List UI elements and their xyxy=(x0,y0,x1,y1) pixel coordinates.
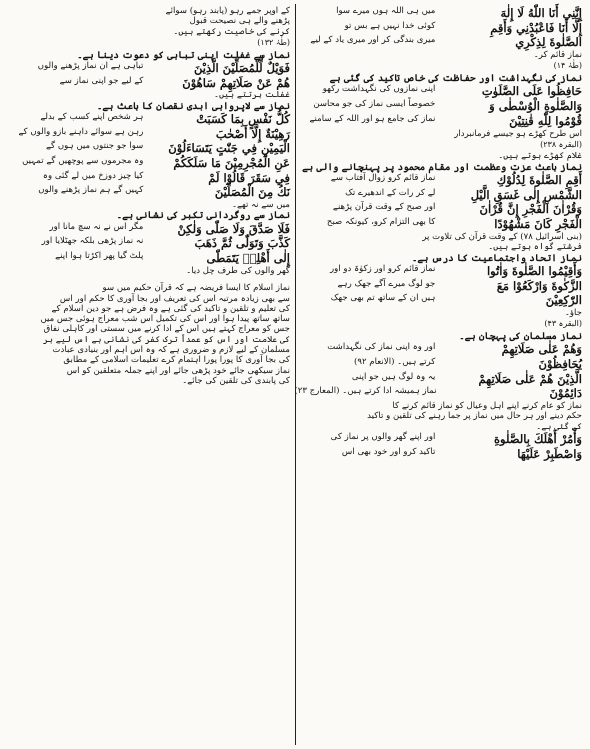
verse-row xyxy=(8,185,290,200)
arabic-verse: الشَّمْسِ إِلٰى غَسَقِ الَّيْلِ xyxy=(470,187,582,202)
urdu-translation: یہ وہ لوگ ہیں جو اپنی xyxy=(351,371,436,382)
urdu-translation: کرتے ہیں۔ (الانعام ۹۲) xyxy=(353,356,436,367)
body-text-line: (بنی اسرائیل ۷۸) کے وقت قرآن کی تلاوت پر xyxy=(422,231,582,242)
arabic-verse: وَالصَّلٰوةِ الْوُسْطٰى وَ xyxy=(489,99,582,114)
arabic-verse: عَنِ الْمُجْرِمِيْنَ مَا سَلَكَكُمْ xyxy=(173,156,290,170)
urdu-translation: اپنی نمازوں کی نگہداشت رکھو xyxy=(322,84,436,95)
arabic-verse: يُحَافِظُوْنَ xyxy=(538,356,582,371)
body-text-line: ساتھ ساتھ پیدا ہوا اور اس کی تکمیل اس شب معراج ہوئی جس میں xyxy=(40,314,290,325)
arabic-verse: حَافِظُوا عَلَى الصَّلَوٰتِ xyxy=(481,84,582,99)
arabic-verse: الَّذِيْنَ هُمْ عَلٰى صَلَاتِهِمْ xyxy=(478,371,582,386)
verse-row xyxy=(300,99,582,114)
arabic-verse: وَهُمْ عَلٰى صَلَاتِهِمْ xyxy=(501,342,582,357)
verse-row xyxy=(300,114,582,129)
verse-row xyxy=(8,222,290,237)
verse-row xyxy=(300,447,582,462)
urdu-translation: تاکید کرو اور خود بھی اس xyxy=(341,446,436,457)
verse-row xyxy=(300,264,582,279)
column-divider xyxy=(295,4,296,745)
arabic-verse: الزَّكٰوةَ وَارْكَعُوْا مَعَ xyxy=(496,278,582,293)
urdu-translation: میری بندگی کر اور میری یاد کے لیے xyxy=(310,35,436,46)
body-text-line: کے اوپر جمے رہو (پابند رہو) سوائے xyxy=(165,6,290,16)
section-heading: نماز سے لاپرواہی ابدی نقصان کا باعث ہے۔ xyxy=(96,100,290,112)
section-heading: نماز سے غفلت اپنی تباہی کو دعوت دینا ہے۔ xyxy=(77,49,290,61)
section-heading: نماز کی نگہداشت اور حفاظت کی خاص تاکید کی گئی ہے xyxy=(329,73,582,85)
section-heading: نماز اتحاد واجتماعیت کا درس ہے۔ xyxy=(411,252,582,264)
verse-row xyxy=(300,372,582,387)
urdu-translation: وہ مجرموں سے پوچھیں گے تمہیں xyxy=(22,156,144,166)
section-heading: نماز مسلمان کی پہچان ہے۔ xyxy=(459,330,582,342)
body-text-line: سے بھی زیادہ مرتبہ اس کی تعریف اور بجا آوری کا حکم اور اس xyxy=(59,293,290,304)
body-text-line: غفلت برتتے ہیں۔ xyxy=(214,90,290,101)
verse-row xyxy=(8,127,290,142)
verse-row xyxy=(300,279,582,294)
body-text-line: غلام کھڑے ہوتے ہیں۔ xyxy=(498,151,582,162)
verse-reference: (البقرہ ۴۳) xyxy=(544,319,582,329)
body-text-line: فرشتے گواہ ہوتے ہیں۔ xyxy=(488,242,582,253)
arabic-verse: فَوَيْلٌ لِّلْمُصَلِّيْنَ الَّذِيْنَ xyxy=(193,60,290,75)
urdu-translation: اور صبح کے وقت قرآن پڑھنے xyxy=(332,202,436,213)
verse-row xyxy=(8,112,290,127)
urdu-translation: کیا چیز دوزخ میں لے گئی وہ xyxy=(42,170,144,181)
urdu-translation: اور اپنے گھر والوں پر نماز کی xyxy=(330,431,436,442)
urdu-translation: میں ہی اللہ ہوں میرے سوا xyxy=(336,6,436,16)
body-text-line: نماز اسلام کا ایسا فریضہ ہے کہ قرآن حکیم میں سو xyxy=(102,283,290,294)
arabic-verse: وَأَقِيْمُوا الصَّلٰوةَ وَاٰتُوا xyxy=(486,263,582,278)
arabic-verse: فَلَا صَدَّقَ وَلَا صَلّٰى وَلٰكِنْ xyxy=(177,221,290,236)
urdu-translation: ہیں ان کے ساتھ تم بھی جھک xyxy=(330,293,436,304)
urdu-translation: پلٹ گیا پھر اکڑتا ہوا اپنے xyxy=(55,251,144,262)
verse-row xyxy=(300,293,582,308)
body-text-line: کی بجا آوری کا پورا پورا اہتمام کرے تعلیمات اسلامی کے مطابق xyxy=(63,355,290,366)
urdu-translation: کے لیے جو اپنی نماز سے xyxy=(59,75,144,86)
verse-row xyxy=(8,76,290,91)
arabic-verse: إِلَّا أَنَا فَاعْبُدْنِي وَأَقِمِ xyxy=(490,20,582,35)
verse-row xyxy=(300,217,582,232)
arabic-verse: رَهِيْنَةٌ إِلَّا أَصْحٰبَ xyxy=(215,126,290,141)
section-heading: نماز باعث عزت وعظمت اور مقام محمود پر پہنچانے والی ہے xyxy=(302,161,582,173)
verse-row xyxy=(300,21,582,36)
urdu-translation: سوا جو جنتوں میں ہوں گے xyxy=(46,141,144,152)
verse-row xyxy=(300,35,582,50)
verse-row xyxy=(300,173,582,188)
arabic-verse: فِي سَقَرَ قَالُوْا لَمْ xyxy=(208,170,290,185)
urdu-translation: رہن ہے سوائے داہنے بازو والوں کے xyxy=(18,126,144,137)
body-text-line: نماز کو عام کرنے اپنے اہل وعیال کو نماز قائم کرنے کا xyxy=(392,401,582,411)
left-column xyxy=(8,6,290,743)
arabic-verse: الْيَمِيْنِ فِي جَنّٰتٍ يَتَسَاءَلُوْنَ xyxy=(168,141,290,156)
verse-row xyxy=(8,171,290,186)
body-text-line: نماز سیکھی جائے خود پڑھی جائے اور اپنے جملہ متعلقین کو اس xyxy=(66,365,290,376)
body-text-line: اس طرح کھڑے ہو جیسے فرمانبردار xyxy=(454,128,582,139)
body-text-line: گھر والوں کی طرف چل دیا۔ xyxy=(186,265,290,276)
body-text-line: جس کو معراج کہتے ہیں اس کے ادا کرنے میں سستی اور کاہلی نفاق xyxy=(43,324,290,335)
urdu-translation: جو لوگ میرے آگے جھک رہے xyxy=(337,278,436,289)
body-text-line: جاؤ۔ xyxy=(564,307,582,318)
urdu-translation: کہیں گے ہم نماز پڑھنے والوں xyxy=(38,185,144,196)
arabic-verse: الرّٰكِعِيْنَ xyxy=(545,293,582,308)
arabic-verse: الصَّلٰوةَ لِذِكْرِي xyxy=(515,35,582,50)
arabic-verse: كُلُّ نَفْسٍ بِمَا كَسَبَتْ xyxy=(196,111,290,126)
urdu-translation: نماز قائم کرو زوال آفتاب سے xyxy=(330,173,436,183)
body-text-line: کی علامت اور اس کو عمداً ترک کفر کی نشانی ہے اس لیے ہر xyxy=(43,334,290,345)
verse-row xyxy=(300,6,582,21)
verse-row xyxy=(300,342,582,357)
verse-row xyxy=(8,61,290,76)
verse-row xyxy=(300,188,582,203)
verse-row xyxy=(8,156,290,171)
arabic-verse: وَاصْطَبِرْ عَلَيْهَا xyxy=(517,446,582,461)
verse-reference: (البقرہ ۲۳۸) xyxy=(540,139,582,149)
body-text-line: نماز قائم کر۔ xyxy=(533,50,582,61)
arabic-verse: أَقِمِ الصَّلٰوةَ لِدُلُوْكِ xyxy=(496,173,582,187)
verse-row xyxy=(300,84,582,99)
urdu-translation: ہر شخص اپنے کسب کے بدلے xyxy=(40,111,144,122)
urdu-translation: نہ نماز پڑھی بلکہ جھٹلایا اور xyxy=(41,236,144,247)
urdu-translation: مگر اس نے نہ سچ مانا اور xyxy=(49,221,144,232)
urdu-translation: خصوصاً ایسی نماز کی جو محاسن xyxy=(313,99,436,110)
verse-row xyxy=(8,141,290,156)
urdu-translation: کوئی خدا نہیں ہے بس تو xyxy=(344,20,436,31)
right-column xyxy=(294,6,582,743)
body-text-line: کی گئی ہے۔ xyxy=(536,421,582,432)
arabic-verse: وَقُرْاٰنَ الْفَجْرِ إِنَّ قُرْاٰنَ xyxy=(479,202,582,217)
verse-row xyxy=(300,432,582,447)
urdu-translation: نماز ہمیشہ ادا کرتے ہیں۔ (المعارج ۲۳) xyxy=(294,386,437,397)
body-text-line: کی تعلیم و تلقین و تاکید کی گئی ہے وہ فرض ہے جو دین اسلام کے xyxy=(51,303,290,314)
urdu-translation: نماز قائم کرو اور زکوٰۃ دو اور xyxy=(329,263,436,274)
verse-reference: (طٰہٰ ۱۳۲) xyxy=(257,37,290,47)
verse-reference: (طٰہٰ ۱۴) xyxy=(553,61,582,71)
verse-row xyxy=(8,251,290,266)
body-text-line: میں سے نہ تھے۔ xyxy=(231,200,290,211)
body-text-line: کی پابندی کی تلقین کی جائے۔ xyxy=(182,376,290,387)
urdu-translation: اور وہ اپنی نماز کی نگہداشت xyxy=(327,342,436,353)
arabic-verse: كَذَّبَ وَتَوَلّٰى ثُمَّ ذَهَبَ xyxy=(194,236,290,251)
verse-row xyxy=(300,202,582,217)
section-heading: نماز سے روگردانی تکبر کی نشانی ہے۔ xyxy=(116,210,290,222)
arabic-verse: دَائِمُوْنَ xyxy=(549,386,582,401)
arabic-verse: نَكُ مِنَ الْمُصَلِّيْنَ xyxy=(214,185,290,200)
body-text-line: مسلمان کے لیے لازم و ضروری ہے کہ وہ اس اہم اور بنیادی عبادت xyxy=(52,345,290,356)
urdu-translation: نماز کی جامع ہو اور اللہ کے سامنے xyxy=(309,113,436,124)
arabic-verse: إِنَّنِي أَنَا اللّٰهُ لَا إِلٰهَ xyxy=(500,6,582,20)
body-text-line: حکم دینے اور ہر حال میں نماز پر جما رہنے کی تلقین و تاکید xyxy=(367,411,582,422)
verse-row xyxy=(8,236,290,251)
urdu-translation: تباہی ہے ان نماز پڑھنے والوں xyxy=(37,60,144,71)
body-text-line: پڑھنے والے ہی نصیحت قبول xyxy=(189,16,290,27)
arabic-verse: إِلٰى أَهْلِهٖ يَتَمَطّٰى xyxy=(206,251,290,266)
urdu-translation: کا بھی التزام کرو، کیونکہ صبح xyxy=(326,217,436,228)
body-text-line: کرنے کی خاصیت رکھتے ہیں۔ xyxy=(173,26,290,37)
arabic-verse: قُوْمُوا لِلّٰهِ قٰنِتِيْنَ xyxy=(509,113,582,128)
verse-row xyxy=(300,357,582,372)
urdu-translation: لے کر رات کے اندھیرے تک xyxy=(345,187,436,198)
arabic-verse: هُمْ عَنْ صَلَاتِهِمْ سَاهُوْنَ xyxy=(182,75,290,90)
verse-row xyxy=(294,386,582,401)
arabic-verse: الْفَجْرِ كَانَ مَشْهُوْدًا xyxy=(494,217,582,232)
arabic-verse: وَأْمُرْ أَهْلَكَ بِالصَّلٰوةِ xyxy=(494,431,582,446)
